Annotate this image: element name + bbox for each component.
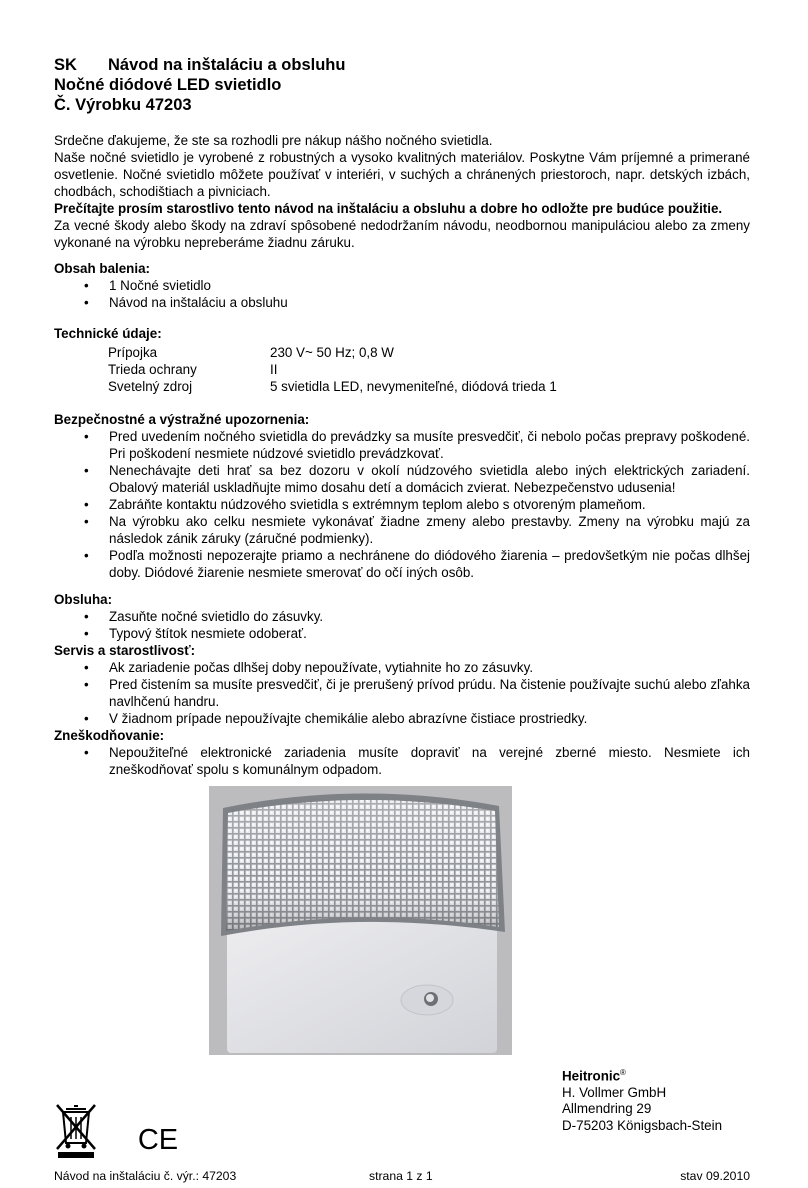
table-row (108, 361, 557, 378)
list-item: • Nepoužiteľné elektronické zariadenia musíte dopraviť na verejné zberné miesto. Nesmiete ich zneškodňovať spolu s komunálnym odpadom. (54, 744, 750, 778)
list-item: • Typový štítok nesmiete odoberať. (54, 625, 750, 642)
list-item: • Zabráňte kontaktu núdzového svietidla s extrémnym teplom alebo s otvoreným plameňom. (54, 496, 750, 513)
tech-value: II (270, 362, 278, 377)
list-item: • Pred čistením sa musíte presvedčiť, či je prerušený prívod prúdu. Na čistenie používajte suchú alebo zľahka navlhčenú handru. (54, 676, 750, 710)
safety-section (54, 411, 750, 581)
section-heading: Bezpečnostné a výstražné upozornenia: (54, 412, 310, 427)
tech-key: Trieda ochrany (108, 362, 197, 377)
street: Allmendring 29 (562, 1101, 652, 1117)
tech-table (108, 344, 557, 395)
city: D-75203 Königsbach-Stein (562, 1117, 723, 1133)
brand-name: Heitronic (562, 1068, 621, 1084)
footer-page-number: strana 1 z 1 (369, 1169, 433, 1183)
list-item: • Na výrobku ako celku nesmiete vykonávať žiadne zmeny alebo prestavby. Zmeny na výrobku majú za následok zánik záruky (záručné podmienky). (54, 513, 750, 547)
section-heading: Obsluha: (54, 592, 113, 607)
tech-value: 5 svietidla LED, nevymeniteľné, diódová trieda 1 (270, 379, 557, 394)
intro-paragraph: Naše nočné svietidlo je vyrobené z robustných a vysoko kvalitných materiálov. Poskytne Vám príjemné a primerané osvetlenie. Nočné svietidlo môžete používať v interiéri, v suchých a chránených priestoroch, napr. detských izbách, chodbách, schodištiach a pivniciach. (54, 150, 750, 199)
footer-date: stav 09.2010 (680, 1169, 750, 1183)
section-heading: Servis a starostlivosť: (54, 643, 196, 658)
tech-key: Svetelný zdroj (108, 379, 193, 394)
footer-left: Návod na inštaláciu č. výr.: 47203 (54, 1169, 237, 1183)
title-line-2: Nočné diódové LED svietidlo (54, 76, 282, 94)
product-photo (209, 786, 512, 1055)
list-item: • V žiadnom prípade nepoužívajte chemikálie alebo abrazívne čistiace prostriedky. (54, 710, 750, 727)
tech-value: 230 V~ 50 Hz; 0,8 W (270, 345, 394, 360)
company-name: H. Vollmer GmbH (562, 1084, 667, 1100)
list-item: • Návod na inštaláciu a obsluhu (54, 294, 750, 311)
document-header (54, 55, 345, 115)
section-heading: Zneškodňovanie: (54, 728, 165, 743)
tech-section (54, 325, 750, 395)
registered-mark: ® (620, 1068, 626, 1077)
title-line-3: Č. Výrobku 47203 (54, 96, 192, 114)
intro-paragraph: Za vecné škody alebo škody na zdraví spôsobené nedodržaním návodu, neodbornou manipuláciou alebo za zmeny vykonané na výrobku nepreberáme žiadnu záruku. (54, 218, 750, 250)
ce-mark-text: CE (138, 1124, 178, 1152)
table-row (108, 344, 557, 361)
list-item: • Nenechávajte deti hrať sa bez dozoru v okolí núdzového svietidla alebo iných elektrických zariadení. Obalový materiál uskladňujte mimo dosahu detí a domácich zvierat. Nebezpečenstvo udusenia! (54, 462, 750, 496)
title-line-1: Návod na inštaláciu a obsluhu (108, 56, 346, 74)
operation-section (54, 591, 750, 778)
section-heading: Obsah balenia: (54, 261, 150, 276)
ce-mark-icon (138, 1124, 178, 1152)
table-row (108, 378, 557, 395)
list-item: • Zasuňte nočné svietidlo do zásuvky. (54, 608, 750, 625)
list-item: • Podľa možnosti nepozerajte priamo a nechránene do diódového žiarenia – predovšetkým nie počas dlhšej doby. Diódové žiarenie nesmiete smerovať do očí iných osôb. (54, 547, 750, 581)
intro-paragraph: Srdečne ďakujeme, že ste sa rozhodli pre nákup nášho nočného svietidla. (54, 133, 493, 148)
manufacturer-address (562, 1065, 722, 1134)
list-item: • 1 Nočné svietidlo (54, 277, 750, 294)
section-heading: Technické údaje: (54, 326, 162, 341)
list-item: • Pred uvedením nočného svietidla do prevádzky sa musíte presvedčiť, či nebolo počas prepravy poškodené. Pri poškodení nesmiete núdzové svietidlo prevádzkovať. (54, 428, 750, 462)
language-code: SK (54, 56, 77, 74)
crossed-bin-icon (54, 1103, 98, 1158)
tech-key: Prípojka (108, 345, 158, 360)
intro-text (54, 132, 750, 251)
package-section (54, 260, 750, 311)
intro-warning: Prečítajte prosím starostlivo tento návod na inštaláciu a obsluhu a dobre ho odložte pre budúce použitie. (54, 201, 723, 216)
list-item: • Ak zariadenie počas dlhšej doby nepoužívate, vytiahnite ho zo zásuvky. (54, 659, 750, 676)
